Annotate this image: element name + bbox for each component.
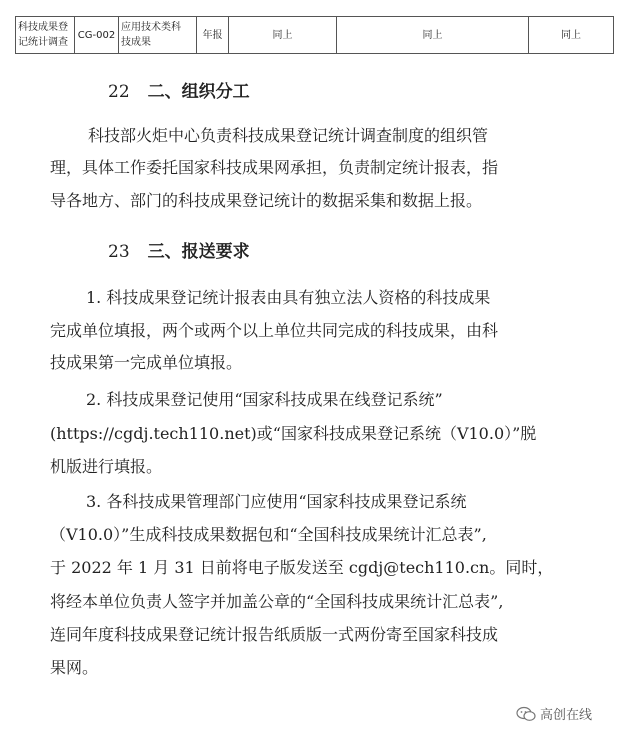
paragraph-line: 果网。 — [50, 658, 99, 677]
paragraph-line: 将经本单位负责人签字并加盖公章的“全国科技成果统计汇总表”, — [50, 592, 504, 611]
table-cell-same-2: 同上 — [337, 17, 529, 54]
paragraph-line: 2. 科技成果登记使用“国家科技成果在线登记系统” — [86, 390, 443, 409]
section-heading-22 — [108, 77, 250, 102]
cell-line: 应用技术类科 — [121, 22, 181, 33]
wechat-icon — [516, 706, 536, 722]
paragraph-line: 1. 科技成果登记统计报表由具有独立法人资格的科技成果 — [86, 288, 491, 307]
watermark — [516, 704, 592, 723]
section-heading-23 — [108, 237, 250, 262]
table-cell-survey — [16, 17, 75, 54]
watermark-text: 高创在线 — [540, 708, 593, 723]
cell-line: 技成果 — [121, 37, 151, 48]
paragraph-line: 3. 各科技成果管理部门应使用“国家科技成果登记系统 — [86, 492, 467, 511]
table-row — [16, 17, 614, 54]
paragraph-line: 于 2022 年 1 月 31 日前将电子版发送至 cgdj@tech110.cn。同时， — [50, 558, 554, 577]
paragraph-line: （V10.0）”生成科技成果数据包和“全国科技成果统计汇总表”, — [50, 525, 487, 544]
table-cell-period: 年报 — [197, 17, 229, 54]
section-title: 二、组织分工 — [147, 82, 250, 102]
section-number: 23 — [108, 242, 130, 262]
cell-line: 科技成果登 — [18, 22, 68, 33]
table-cell-category — [119, 17, 197, 54]
paragraph-line: (https://cgdj.tech110.net)或“国家科技成果登记系统（V10.0）”脱 — [50, 424, 537, 443]
indicator-table — [15, 16, 614, 54]
cell-line: 记统计调查 — [18, 37, 68, 48]
paragraph-line: 机版进行填报。 — [50, 457, 163, 476]
section-number: 22 — [108, 82, 130, 102]
table-cell-code: CG-002 — [75, 17, 119, 54]
section-title: 三、报送要求 — [147, 242, 250, 262]
paragraph-line: 科技部火炬中心负责科技成果登记统计调查制度的组织管 — [88, 126, 489, 145]
paragraph-line: 完成单位填报，两个或两个以上单位共同完成的科技成果，由科 — [50, 321, 499, 340]
paragraph-line: 理，具体工作委托国家科技成果网承担，负责制定统计报表，指 — [50, 158, 499, 177]
paragraph-line: 连同年度科技成果登记统计报告纸质版一式两份寄至国家科技成 — [50, 625, 499, 644]
table-cell-same-1: 同上 — [229, 17, 337, 54]
paragraph-line: 导各地方、部门的科技成果登记统计的数据采集和数据上报。 — [50, 191, 483, 210]
table-cell-same-3: 同上 — [529, 17, 614, 54]
paragraph-line: 技成果第一完成单位填报。 — [50, 353, 243, 372]
